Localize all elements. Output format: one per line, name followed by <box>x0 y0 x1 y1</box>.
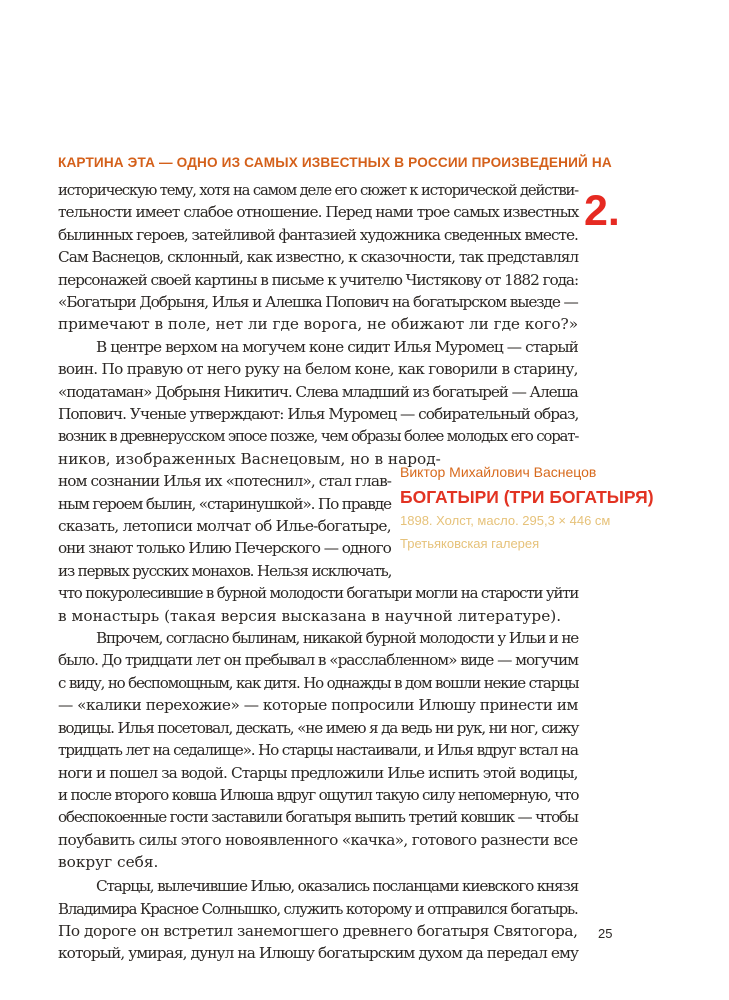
body-line: «податаман» Добрыня Никитич. Слева младший из богатырей — Алеша <box>58 383 578 401</box>
body-line: поубавить силы этого новоявленного «качка», готового разнести все <box>58 831 578 849</box>
body-line: Владимира Красное Солнышко, служить которому и отправился богатырь. <box>58 900 578 918</box>
body-line: из первых русских монахов. Нельзя исключать, <box>58 562 392 580</box>
body-line: обеспокоенные гости заставили богатыря выпить третий ковшик — чтобы <box>58 808 578 826</box>
body-line: с виду, но беспомощным, как дитя. Но однажды в дом вошли некие старцы <box>58 674 579 692</box>
body-line: В центре верхом на могучем коне сидит Илья Муромец — старый <box>96 338 578 356</box>
lead-heading: КАРТИНА ЭТА — ОДНО ИЗ САМЫХ ИЗВЕСТНЫХ В РОССИИ ПРОИЗВЕДЕНИЙ НА <box>58 155 612 170</box>
page-number: 25 <box>598 926 613 941</box>
body-line: водицы. Илья посетовал, дескать, «не имею я да ведь ни рук, ни ног, сижу <box>58 719 579 737</box>
body-line: что покуролесившие в бурной молодости богатыри могли на старости уйти <box>58 584 579 602</box>
body-line: сказать, летописи молчат об Илье-богатыре, <box>58 517 391 535</box>
body-line: ноги и пошел за водой. Старцы предложили Илье испить этой водицы, <box>58 764 578 782</box>
body-line: былинных героев, затейливой фантазией художника сведенных вместе. <box>58 226 578 244</box>
painting-caption <box>400 462 680 554</box>
body-line: ным героем былин, «старинушкой». По правде <box>58 495 391 513</box>
body-line: воин. По правую от него руку на белом коне, как говорили в старину, <box>58 360 578 378</box>
body-line: ном сознании Илья их «потеснил», стал глав- <box>58 472 392 490</box>
caption-author: Виктор Михайлович Васнецов <box>400 464 597 480</box>
body-line: персонажей своей картины в письме к учителю Чистякову от 1882 года: <box>58 271 579 289</box>
body-line: который, умирая, дунул на Илюшу богатырским духом да передал ему <box>58 944 579 962</box>
figure-number: 2. <box>584 187 620 235</box>
body-line: тельности имеет слабое отношение. Перед нами трое самых известных <box>58 203 579 221</box>
body-line: Старцы, вылечившие Илью, оказались посланцами киевского князя <box>96 877 579 895</box>
body-line: примечают в поле, нет ли где ворога, не обижают ли где кого?» <box>58 315 579 333</box>
body-line: ников, изображенных Васнецовым, но в народ- <box>58 450 441 468</box>
body-line: они знают только Илию Печерского — одного <box>58 539 391 557</box>
body-line: «Богатыри Добрыня, Илья и Алешка Попович на богатырском выезде — <box>58 293 578 311</box>
body-line: в монастырь (такая версия высказана в научной литературе). <box>58 607 562 625</box>
body-line: Попович. Ученые утверждают: Илья Муромец — собирательный образ, <box>58 405 579 423</box>
body-line: — «калики перехожие» — которые попросили Илюшу принести им <box>58 696 578 714</box>
caption-title: БОГАТЫРИ (ТРИ БОГАТЫРЯ) <box>400 487 654 507</box>
body-line: историческую тему, хотя на самом деле его сюжет к исторической действи- <box>58 181 579 199</box>
caption-meta: 1898. Холст, масло. 295,3 × 446 см <box>400 513 611 528</box>
body-line: Сам Васнецов, склонный, как известно, к сказочности, так представлял <box>58 248 579 266</box>
caption-museum: Третьяковская галерея <box>400 536 540 551</box>
body-line: тридцать лет на седалище». Но старцы настаивали, и Илья вдруг встал на <box>58 741 578 759</box>
body-line: По дороге он встретил занемогшего древнего богатыря Святогора, <box>58 922 578 940</box>
body-line: Впрочем, согласно былинам, никакой бурной молодости у Ильи и не <box>96 629 579 647</box>
body-line: и после второго ковша Илюша вдруг ощутил такую силу непомерную, что <box>58 786 579 804</box>
body-line: было. До тридцати лет он пребывал в «расслабленном» виде — могучим <box>58 651 579 669</box>
body-line: вокруг себя. <box>58 853 159 871</box>
body-line: возник в древнерусском эпосе позже, чем образы более молодых его сорат- <box>58 427 579 445</box>
